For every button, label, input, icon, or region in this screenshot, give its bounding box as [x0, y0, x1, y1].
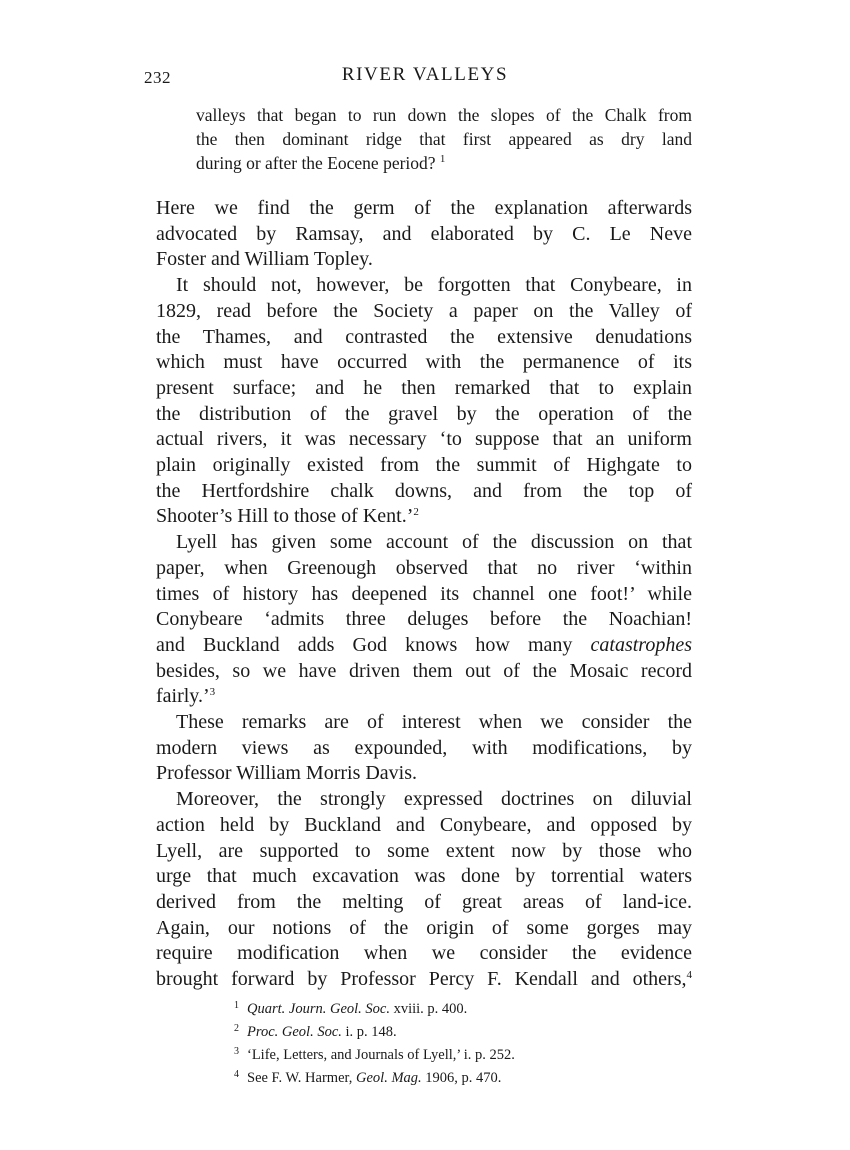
footnote-mark: 4	[234, 1069, 239, 1080]
text-line: These remarks are of interest when we consider the	[176, 711, 692, 734]
footnote: $^3$ ‘Life, Letters, and Journals of Lyell,’ i. p. 252.	[234, 1046, 515, 1063]
text-line: Shooter’s Hill to those of Kent.’$^2$	[156, 505, 419, 528]
italic-term: catastrophes	[590, 633, 692, 656]
running-title: RIVER VALLEYS	[341, 64, 509, 85]
text-line: modern views as expounded, with modifications, by	[156, 736, 692, 759]
text-line: require modification when we consider the evidence	[156, 942, 692, 965]
footnote-mark: 1	[234, 1000, 239, 1011]
footnote: $^4$ See F. W. Harmer, Geol. Mag. 1906, p. 470.	[234, 1069, 502, 1086]
paragraph	[156, 530, 692, 710]
text-line: paper, when Greenough observed that no river ‘within	[156, 556, 692, 579]
text-line: the distribution of the gravel by the operation of the	[156, 402, 692, 425]
running-head	[0, 64, 850, 90]
footnote-ref: 4	[686, 969, 692, 982]
text-line: actual rivers, it was necessary ‘to suppose that an uniform	[156, 428, 692, 451]
footnotes	[234, 996, 674, 1088]
text-line: It should not, however, be forgotten that Conybeare, in	[176, 274, 692, 297]
footnote: $^2$ Proc. Geol. Soc. i. p. 148.	[234, 1023, 397, 1040]
page-number: 232	[144, 68, 171, 87]
text-line: plain originally existed from the summit of Highgate to	[156, 454, 692, 477]
text-line: action held by Buckland and Conybeare, and opposed by	[156, 813, 692, 836]
text-line: Moreover, the strongly expressed doctrines on diluvial	[176, 788, 692, 811]
quote-line: the then dominant ridge that first appeared as dry land	[196, 129, 692, 149]
text-line: Again, our notions of the origin of some gorges may	[156, 916, 692, 939]
text-line: which must have occurred with the permanence of its	[156, 351, 692, 374]
text-line: derived from the melting of great areas of land-ice.	[156, 890, 692, 913]
text-line: present surface; and he then remarked that to explain	[156, 376, 692, 399]
text-line: and Buckland adds God knows how many catastrophes	[156, 633, 692, 656]
paragraph	[156, 273, 692, 530]
paragraph	[156, 787, 692, 993]
paragraph	[156, 710, 692, 787]
quote-line: valleys that began to run down the slopes of the Chalk from	[196, 105, 692, 125]
footnote-ref: 2	[413, 506, 419, 519]
text-line: besides, so we have driven them out of the Mosaic record	[156, 659, 692, 682]
paragraph	[156, 196, 692, 273]
block-quote	[196, 103, 692, 175]
text-line: Conybeare ‘admits three deluges before the Noachian!	[156, 608, 692, 631]
text-line: Here we find the germ of the explanation afterwards	[156, 197, 692, 219]
text-line: the Thames, and contrasted the extensive denudations	[156, 325, 692, 348]
footnote-ref: 1	[439, 153, 446, 165]
text-line: advocated by Ramsay, and elaborated by C. Le Neve	[156, 222, 692, 245]
footnote-mark: 3	[234, 1046, 239, 1057]
text-line: Foster and William Topley.	[156, 248, 373, 271]
body-text	[156, 196, 692, 993]
footnote-mark: 2	[234, 1023, 239, 1034]
text-line: brought forward by Professor Percy F. Kendall and others,$^4$	[156, 968, 692, 991]
quote-line: during or after the Eocene period? $^1$	[196, 153, 446, 173]
footnote: $^1$ Quart. Journ. Geol. Soc. xviii. p. 400.	[234, 1000, 468, 1017]
text-line: Lyell has given some account of the discussion on that	[176, 531, 692, 554]
text-line: times of history has deepened its channel one foot!’ while	[156, 582, 692, 605]
text-line: 1829, read before the Society a paper on the Valley of	[156, 299, 692, 322]
text-line: fairly.’$^3$	[156, 685, 216, 708]
text-line: Lyell, are supported to some extent now by those who	[156, 839, 692, 862]
text-line: the Hertfordshire chalk downs, and from the top of	[156, 479, 692, 502]
footnote-ref: 3	[209, 686, 216, 699]
text-line: urge that much excavation was done by torrential waters	[156, 865, 692, 888]
text-line: Professor William Morris Davis.	[156, 762, 418, 785]
